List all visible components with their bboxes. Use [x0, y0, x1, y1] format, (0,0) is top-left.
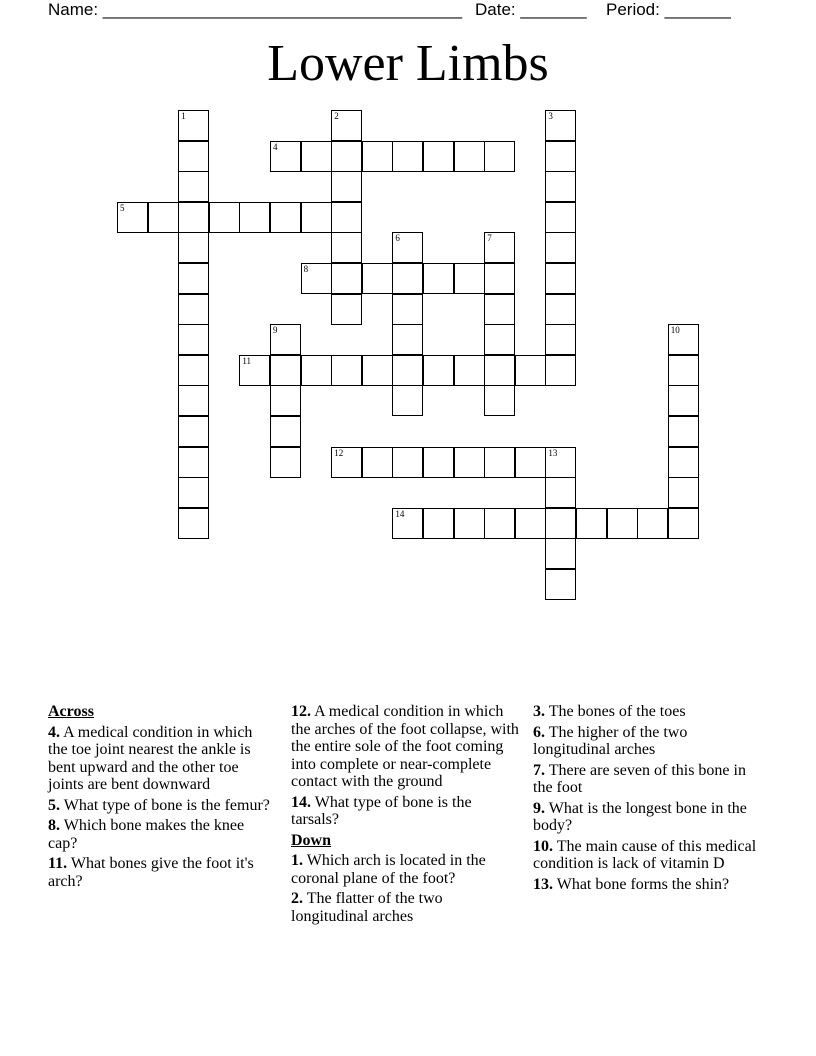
grid-cell[interactable] — [117, 202, 148, 233]
grid-cell[interactable] — [545, 447, 576, 478]
clue-number: 14 — [395, 508, 405, 519]
grid-cell[interactable] — [423, 508, 454, 539]
grid-cell[interactable] — [454, 447, 485, 478]
clue-down-10: 10. The main cause of this medical condition is lack of vitamin D — [533, 837, 757, 872]
grid-cell[interactable] — [331, 141, 362, 172]
grid-cell[interactable] — [392, 294, 423, 325]
grid-cell[interactable] — [423, 447, 454, 478]
clue-across-5: 5. What type of bone is the femur? — [48, 796, 270, 814]
grid-cell[interactable] — [668, 385, 699, 416]
clue-across-8: 8. Which bone makes the knee cap? — [48, 817, 245, 852]
grid-cell[interactable] — [392, 355, 423, 386]
grid-cell[interactable] — [545, 569, 576, 600]
grid-cell[interactable] — [484, 294, 515, 325]
clue-number: 8 — [303, 264, 309, 274]
clues-column-3 — [533, 703, 758, 896]
grid-cell[interactable] — [668, 324, 699, 355]
grid-cell[interactable] — [331, 202, 362, 233]
grid-cell[interactable] — [392, 232, 423, 263]
grid-cell[interactable] — [270, 141, 301, 172]
grid-cell[interactable] — [239, 355, 270, 386]
clue-number: 4 — [273, 141, 278, 152]
grid-cell[interactable] — [392, 324, 423, 355]
grid-cell[interactable] — [668, 447, 699, 478]
grid-cell[interactable] — [178, 141, 209, 172]
grid-cell[interactable] — [484, 508, 515, 539]
grid-cell[interactable] — [515, 508, 546, 539]
grid-cell[interactable] — [270, 355, 301, 386]
grid-cell[interactable] — [178, 294, 209, 325]
grid-cell[interactable] — [178, 416, 209, 447]
grid-cell[interactable] — [178, 447, 209, 478]
grid-cell[interactable] — [545, 508, 576, 539]
clue-down-9: 9. What is the longest bone in the body? — [533, 799, 747, 834]
grid-cell[interactable] — [148, 202, 179, 233]
grid-cell[interactable] — [668, 477, 699, 508]
grid-cell[interactable] — [545, 294, 576, 325]
grid-cell[interactable] — [331, 447, 362, 478]
grid-cell[interactable] — [545, 141, 576, 172]
grid-cell[interactable] — [576, 508, 607, 539]
clue-number: 5 — [120, 202, 125, 213]
grid-cell[interactable] — [545, 110, 576, 141]
clue-number: 9 — [273, 325, 278, 336]
grid-cell[interactable] — [331, 110, 362, 141]
grid-cell[interactable] — [545, 477, 576, 508]
grid-cell[interactable] — [454, 508, 485, 539]
grid-cell[interactable] — [515, 447, 546, 478]
grid-cell[interactable] — [331, 171, 362, 202]
grid-cell[interactable] — [545, 202, 576, 233]
grid-cell[interactable] — [545, 171, 576, 202]
clue-down-13: 13. What bone forms the shin? — [533, 875, 730, 893]
clue-down-7: 7. There are seven of this bone in the foot — [533, 761, 746, 796]
clues-column-2 — [291, 703, 523, 928]
grid-cell[interactable] — [178, 508, 209, 539]
grid-cell[interactable] — [178, 324, 209, 355]
clue-number: 10 — [670, 325, 680, 336]
grid-cell[interactable] — [331, 294, 362, 325]
puzzle-title: Lower Limbs — [267, 35, 549, 92]
grid-cell[interactable] — [178, 110, 209, 141]
grid-cell[interactable] — [178, 477, 209, 508]
grid-cell[interactable] — [239, 202, 270, 233]
grid-cell[interactable] — [392, 263, 423, 294]
grid-cell[interactable] — [270, 447, 301, 478]
grid-cell[interactable] — [392, 385, 423, 416]
clue-down-1: 1. Which arch is located in the coronal plane of the foot? — [291, 852, 486, 887]
grid-cell[interactable] — [392, 508, 423, 539]
clue-number: 6 — [395, 233, 400, 244]
clue-number: 7 — [487, 233, 492, 244]
grid-cell[interactable] — [484, 263, 515, 294]
clue-number: 1 — [181, 111, 186, 121]
clue-across-12: 12. A medical condition in which the arches of the foot collapse, with the entire sole of the foot coming into complete or near-complete contact with the ground — [291, 703, 519, 790]
date-field[interactable]: Date: _______ — [475, 0, 587, 19]
grid-cell[interactable] — [178, 355, 209, 386]
grid-cell[interactable] — [423, 355, 454, 386]
across-heading: Across — [48, 703, 94, 720]
grid-cell[interactable] — [392, 447, 423, 478]
clue-across-11: 11. What bones give the foot it's arch? — [48, 855, 254, 890]
grid-cell[interactable] — [545, 263, 576, 294]
grid-cell[interactable] — [484, 324, 515, 355]
grid-cell[interactable] — [178, 385, 209, 416]
grid-cell[interactable] — [362, 141, 393, 172]
grid-cell[interactable] — [392, 141, 423, 172]
grid-cell[interactable] — [301, 263, 332, 294]
grid-cell[interactable] — [301, 202, 332, 233]
clue-across-4: 4. A medical condition in which the toe joint nearest the ankle is bent upward and the other toe joints are bent downward — [48, 723, 253, 793]
grid-cell[interactable] — [545, 355, 576, 386]
grid-cell[interactable] — [270, 385, 301, 416]
grid-cell[interactable] — [362, 355, 393, 386]
grid-cell[interactable] — [331, 355, 362, 386]
grid-cell[interactable] — [454, 263, 485, 294]
grid-cell[interactable] — [668, 416, 699, 447]
grid-cell[interactable] — [484, 447, 515, 478]
grid-cell[interactable] — [362, 447, 393, 478]
grid-cell[interactable] — [484, 232, 515, 263]
grid-cell[interactable] — [270, 202, 301, 233]
grid-cell[interactable] — [668, 508, 699, 539]
name-field[interactable]: Name: ______________________________________ — [48, 0, 463, 19]
clue-number: 11 — [242, 355, 252, 366]
grid-cell[interactable] — [545, 232, 576, 263]
clue-down-2: 2. The flatter of the two longitudinal arches — [291, 890, 443, 925]
grid-cell[interactable] — [637, 508, 668, 539]
period-field[interactable]: Period: _______ — [606, 0, 731, 19]
grid-cell[interactable] — [454, 355, 485, 386]
grid-cell[interactable] — [545, 324, 576, 355]
clue-number: 3 — [548, 111, 553, 121]
grid-cell[interactable] — [331, 263, 362, 294]
grid-cell[interactable] — [209, 202, 240, 233]
down-heading: Down — [291, 831, 332, 849]
grid-cell[interactable] — [668, 355, 699, 386]
grid-cell[interactable] — [484, 385, 515, 416]
grid-cell[interactable] — [484, 355, 515, 386]
grid-cell[interactable] — [270, 324, 301, 355]
grid-cell[interactable] — [454, 141, 485, 172]
grid-cell[interactable] — [301, 141, 332, 172]
grid-cell[interactable] — [423, 141, 454, 172]
grid-cell[interactable] — [178, 263, 209, 294]
clue-number: 13 — [548, 447, 558, 458]
grid-cell[interactable] — [331, 232, 362, 263]
grid-cell[interactable] — [607, 508, 638, 539]
grid-cell[interactable] — [270, 416, 301, 447]
clue-number: 12 — [334, 447, 344, 458]
grid-cell[interactable] — [178, 171, 209, 202]
grid-cell[interactable] — [178, 202, 209, 233]
grid-cell[interactable] — [178, 232, 209, 263]
grid-cell[interactable] — [515, 355, 546, 386]
grid-cell[interactable] — [423, 263, 454, 294]
clue-across-14: 14. What type of bone is the tarsals? — [291, 793, 472, 828]
clue-number: 2 — [334, 111, 339, 121]
grid-cell[interactable] — [301, 355, 332, 386]
grid-cell[interactable] — [484, 141, 515, 172]
clue-down-6: 6. The higher of the two longitudinal arches — [533, 723, 688, 758]
clues-column-1 — [48, 703, 273, 893]
clue-down-3: 3. The bones of the toes — [533, 703, 686, 720]
grid-cell[interactable] — [362, 263, 393, 294]
grid-cell[interactable] — [545, 538, 576, 569]
